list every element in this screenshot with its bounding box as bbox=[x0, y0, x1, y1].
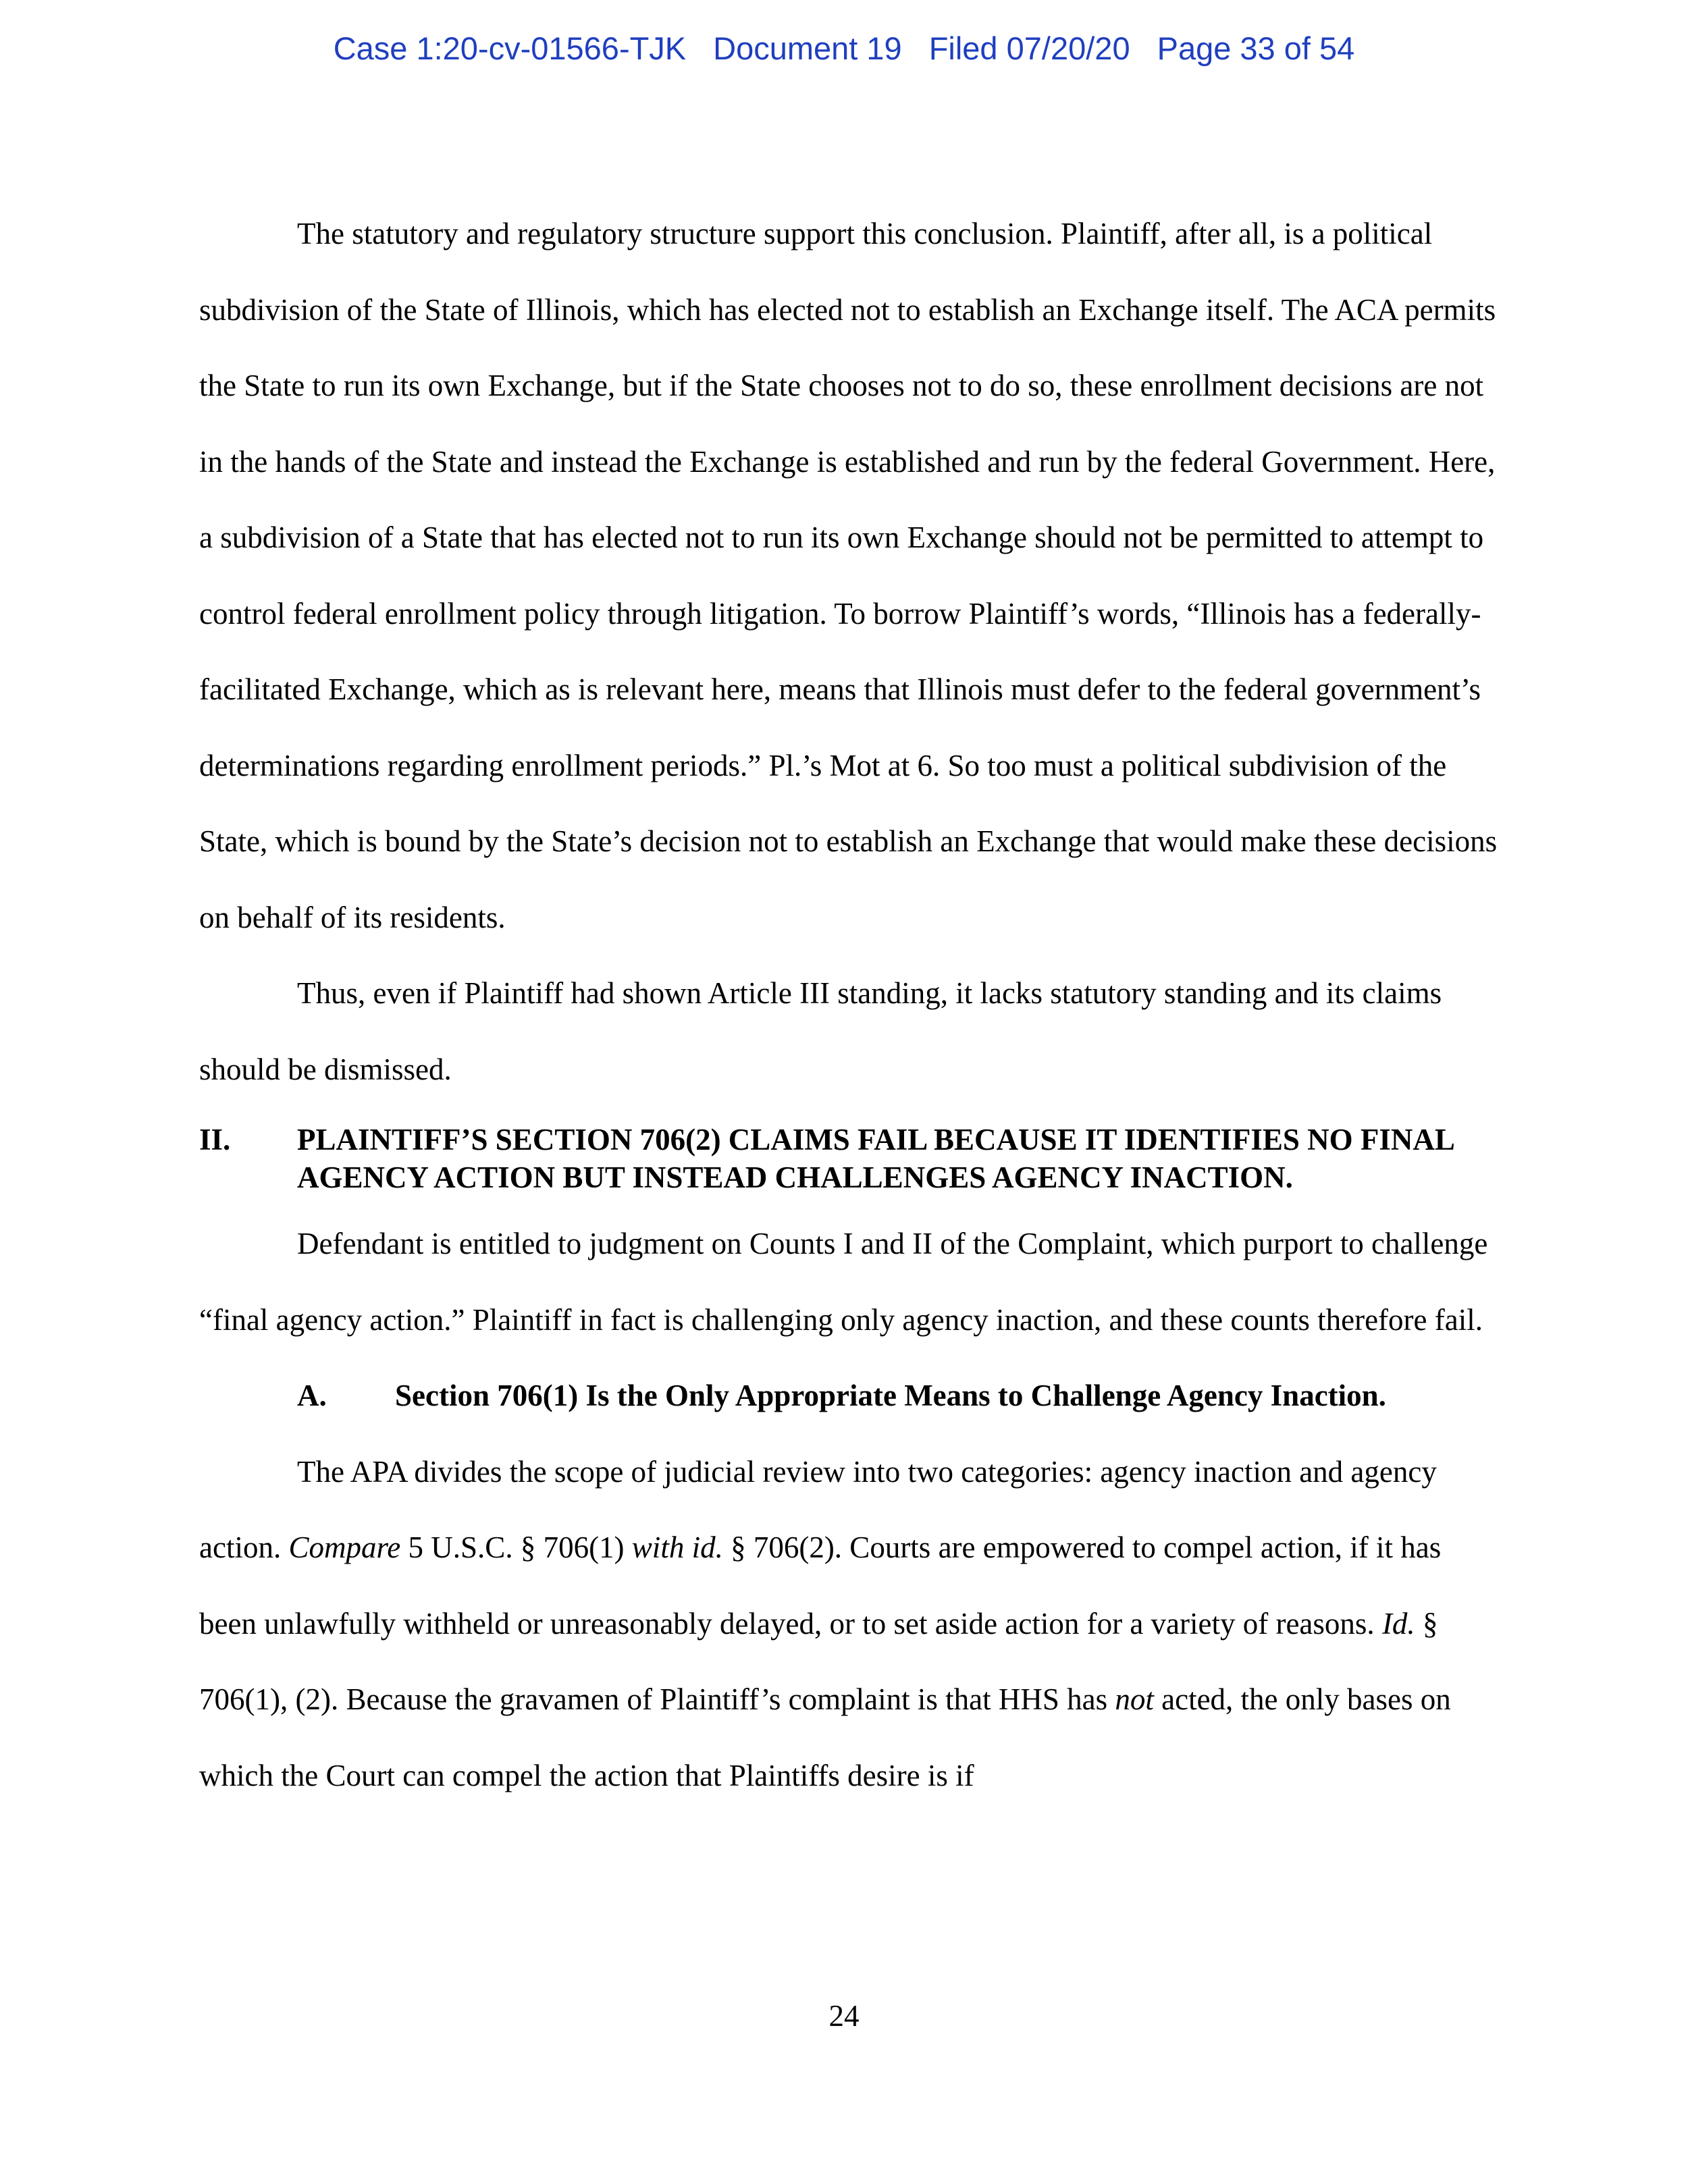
text-run: § 706(1), (2). Because the gravamen of Plaintiff’s complaint is that HHS has bbox=[199, 1606, 1438, 1716]
case-header bbox=[0, 30, 1688, 67]
text-run: The APA divides the scope of judicial review into two categories: agency inaction and agency action. bbox=[199, 1454, 1437, 1564]
citation-signal: Compare bbox=[288, 1530, 401, 1564]
section-heading-number: II. bbox=[199, 1123, 231, 1156]
subsection-heading-letter: A. bbox=[297, 1379, 327, 1412]
text-run: acted, the only bases on which the Court can compel the action that Plaintiffs desire is if bbox=[199, 1682, 1451, 1792]
citation-signal: Id. bbox=[1381, 1606, 1415, 1641]
text-run: § 706(2). Courts are empowered to compel action, if it has been unlawfully withheld or unreasonably delayed, or to set aside action for a variety of reasons. bbox=[199, 1530, 1442, 1641]
page-number: 24 bbox=[828, 1999, 860, 2033]
paragraph-statutory-standing: Thus, even if Plaintiff had shown Article III standing, it lacks statutory standing and its claims should be dismissed. bbox=[199, 976, 1442, 1086]
subsection-heading-text: Section 706(1) Is the Only Appropriate Means to Challenge Agency Inaction. bbox=[395, 1379, 1386, 1412]
paragraph-statutory-structure: The statutory and regulatory structure support this conclusion. Plaintiff, after all, is a political subdivision of the State of Illinois, which has elected not to establish an Exchange itself. The ACA permits the State to run its own Exchange, but if the State chooses not to do so, these enrollment decisions are not in the hands of the State and instead the Exchange is established and run by the federal Government. Here, a subdivision of a State that has elected not to run its own Exchange should not be permitted to attempt to control federal enrollment policy through litigation. To borrow Plaintiff’s words, “Illinois has a federally-facilitated Exchange, which as is relevant here, means that Illinois must defer to the federal government’s determinations regarding enrollment periods.” Pl.’s Mot at 6. So too must a political subdivision of the State, which is bound by the State’s decision not to establish an Exchange that would make these decisions on behalf of its residents. bbox=[199, 217, 1498, 934]
paragraph-defendant-entitled: Defendant is entitled to judgment on Counts I and II of the Complaint, which purport to challenge “final agency action.” Plaintiff in fact is challenging only agency inaction, and these counts therefore fail. bbox=[199, 1227, 1488, 1337]
emphasis: not bbox=[1115, 1682, 1154, 1716]
section-heading-text: PLAINTIFF’S SECTION 706(2) CLAIMS FAIL BECAUSE IT IDENTIFIES NO FINAL AGENCY ACTION BUT INSTEAD CHALLENGES AGENCY INACTION. bbox=[297, 1123, 1454, 1194]
paragraph-apa-review bbox=[199, 1434, 1506, 1814]
document-body bbox=[199, 196, 1506, 1813]
section-heading-ii bbox=[199, 1121, 1506, 1196]
page-count: Page 33 of 54 bbox=[1157, 30, 1355, 66]
filed-date: Filed 07/20/20 bbox=[928, 30, 1130, 66]
citation-signal: with id. bbox=[631, 1530, 723, 1564]
case-number: Case 1:20-cv-01566-TJK bbox=[333, 30, 687, 66]
subsection-heading-a bbox=[199, 1358, 1506, 1434]
document-number: Document 19 bbox=[713, 30, 902, 66]
text-run: 5 U.S.C. § 706(1) bbox=[400, 1530, 632, 1564]
